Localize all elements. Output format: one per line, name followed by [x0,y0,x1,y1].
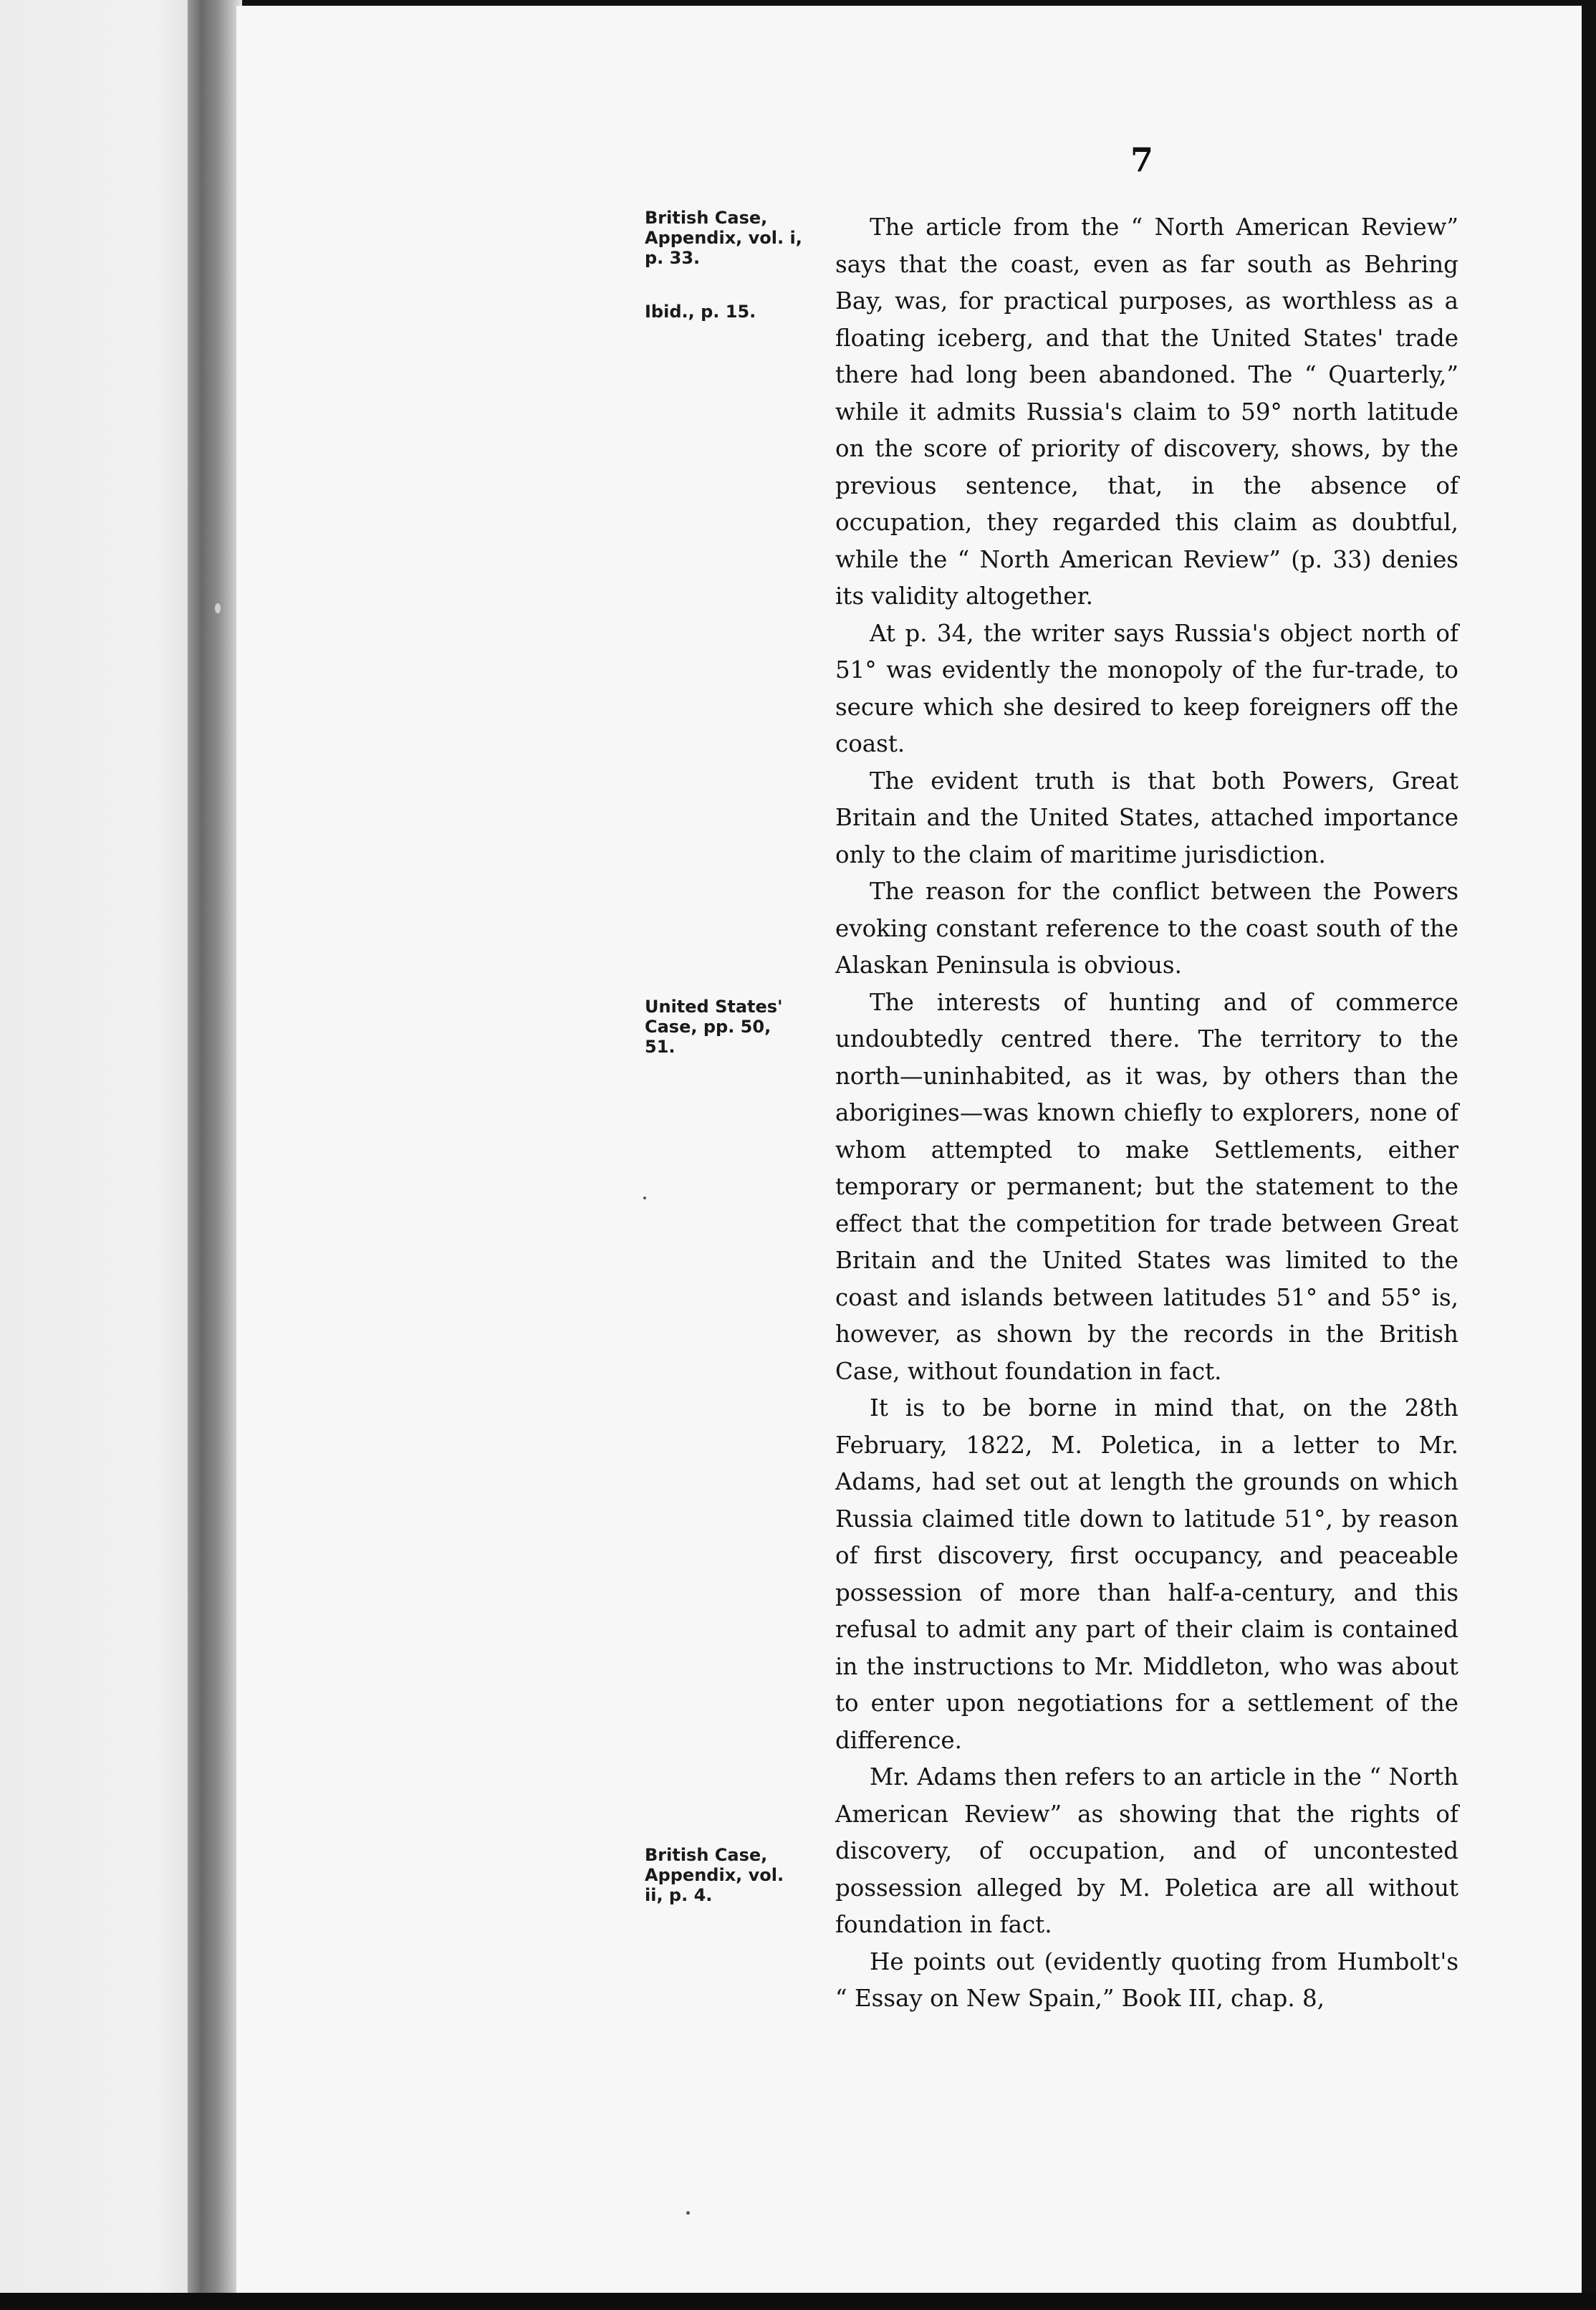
paragraph: The article from the “ North American Review” says that the coast, even as far south as Behring Bay, was, for practical purposes, as worthless as a floating iceberg, and that the United States' trade there had long been abandoned. The “ Quarterly,” while it admits Russia's claim to 59° north latitude on the score of priority of discovery, shows, by the previous sentence, that, in the absence of occupation, they regarded this claim as doubtful, while the “ North American Review” (p. 33) denies its validity altogether. [835,214,1458,610]
scan-speck [215,603,221,613]
book-gutter-shadow [188,0,242,2310]
paragraph: At p. 34, the writer says Russia's object north of 51° was evidently the monopoly of the fur-trade, to secure which she desired to keep foreigners off the coast. [835,619,1458,757]
paragraph: He points out (evidently quoting from Humbolt's “ Essay on New Spain,” Book III, chap. 8, [835,1947,1458,2012]
paragraph: The interests of hunting and of commerce undoubtedly centred there. The territory to the north—uninhabited, as it was, by others than the aborigines—was known chiefly to explorers, none of whom attempted to make Settlements, either temporary or permanent; but the statement to the effect that the competition for trade between Great Britain and the United States was limited to the coast and islands between latitudes 51° and 55° is, however, as shown by the records in the British Case, without foundation in fact. [835,988,1458,1385]
margin-note-ibid: Ibid., p. 15. [645,302,756,322]
page-number: 7 [1130,140,1154,179]
paragraph: It is to be borne in mind that, on the 28th February, 1822, M. Poletica, in a letter to Mr. Adams, had set out at length the grounds on which Russia claimed title down to latitude 51°, by reason of first discovery, first occupancy, and peaceable possession of more than half-a-century, and this refusal to admit any part of their claim is contained in the instructions to Mr. Middleton, who was about to enter upon negotiations for a settlement of the difference. [835,1394,1458,1754]
paragraph: The evident truth is that both Powers, Great Britain and the United States, attached importance only to the claim of maritime jurisdiction. [835,767,1458,868]
paragraph: The reason for the conflict between the Powers evoking constant reference to the coast south of the Alaskan Peninsula is obvious. [835,878,1458,979]
facing-page-edge [0,0,193,2310]
margin-note-british-case-vol-ii: British Case, Appendix, vol. ii, p. 4. [645,1845,784,1905]
scan-bottom-edge [0,2293,1596,2310]
margin-note-british-case-vol-i: British Case, Appendix, vol. i, p. 33. [645,208,802,268]
margin-note-united-states-case: United States' Case, pp. 50, 51. [645,997,783,1057]
paragraph: Mr. Adams then refers to an article in the “ North American Review” as showing that the rights of discovery, of occupation, and of uncontested possession alleged by M. Poletica are all without foundation in fact. [835,1763,1458,1938]
scan-speck [643,1197,646,1199]
body-text [835,209,1458,2018]
scan-speck [686,2211,690,2215]
